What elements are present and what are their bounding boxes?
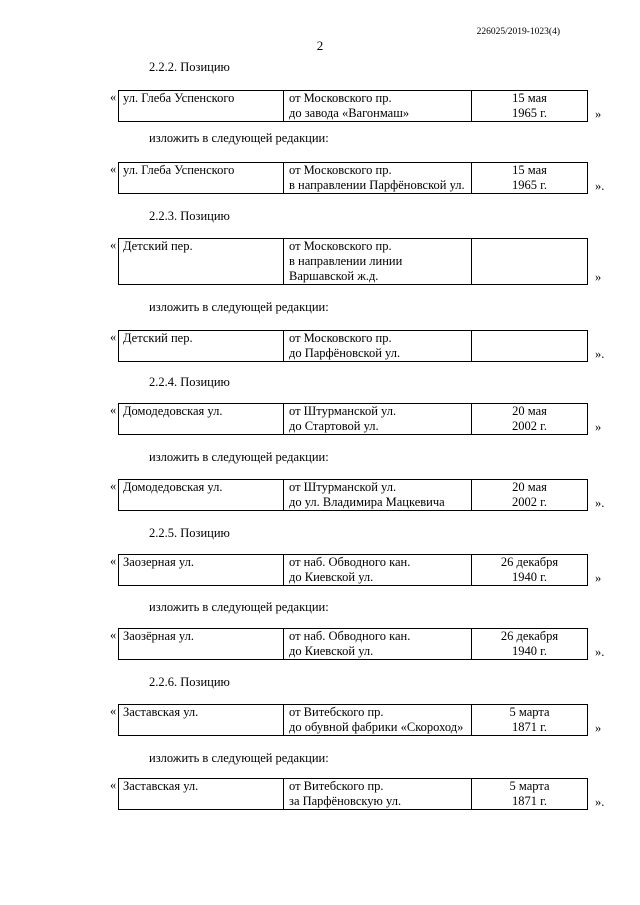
open-quote: « (110, 330, 117, 344)
street-extent: от Московского пр. в направлении Парфёновской ул. (284, 163, 472, 193)
street-extent: от Московского пр. в направлении линии Варшавской ж.д. (284, 239, 472, 284)
paragraph-2-2-5: 2.2.5. Позицию (149, 526, 230, 540)
open-quote: « (110, 554, 117, 568)
table-row (110, 90, 610, 122)
street-name: Заставская ул. (119, 705, 284, 735)
street-table (118, 403, 588, 435)
table-row (110, 162, 610, 194)
page-number: 2 (316, 38, 324, 53)
street-name: Домодедовская ул. (119, 404, 284, 434)
naming-date: 26 декабря 1940 г. (500, 555, 559, 584)
street-extent: от Московского пр. до завода «Вагонмаш» (284, 91, 472, 121)
street-extent: от Московского пр. до Парфёновской ул. (284, 331, 472, 361)
edit-instruction: изложить в следующей редакции: (149, 300, 329, 314)
open-quote: « (110, 704, 117, 718)
open-quote: « (110, 162, 117, 176)
street-table (118, 778, 588, 810)
street-extent: от наб. Обводного кан. до Киевской ул. (284, 555, 472, 585)
paragraph-2-2-6: 2.2.6. Позицию (149, 675, 230, 689)
naming-date: 20 мая 2002 г. (512, 404, 547, 433)
table-row (110, 704, 610, 736)
close-quote: » (595, 420, 602, 434)
naming-date: 20 мая 2002 г. (512, 480, 547, 509)
close-quote: ». (595, 496, 605, 510)
table-row (110, 628, 610, 660)
street-table (118, 330, 588, 362)
street-extent: от Штурманской ул. до Стартовой ул. (284, 404, 472, 434)
paragraph-2-2-3: 2.2.3. Позицию (149, 209, 230, 223)
open-quote: « (110, 479, 117, 493)
close-quote: ». (595, 645, 605, 659)
street-extent: от Витебского пр. до обувной фабрики «Скороход» (284, 705, 472, 735)
naming-date: 5 марта 1871 г. (509, 779, 550, 808)
naming-date: 15 мая 1965 г. (512, 91, 547, 120)
street-name: Детский пер. (119, 331, 284, 361)
naming-date: 26 декабря 1940 г. (500, 629, 559, 658)
edit-instruction: изложить в следующей редакции: (149, 131, 329, 145)
street-name: Заозёрная ул. (119, 629, 284, 659)
naming-date: 15 мая 1965 г. (512, 163, 547, 192)
open-quote: « (110, 628, 117, 642)
close-quote: » (595, 571, 602, 585)
street-name: Заозерная ул. (119, 555, 284, 585)
paragraph-2-2-4: 2.2.4. Позицию (149, 375, 230, 389)
close-quote: ». (595, 795, 605, 809)
table-row (110, 479, 610, 511)
document-number: 226025/2019-1023(4) (476, 27, 560, 37)
edit-instruction: изложить в следующей редакции: (149, 751, 329, 765)
close-quote: ». (595, 347, 605, 361)
table-row (110, 403, 610, 435)
street-name: Детский пер. (119, 239, 284, 284)
street-extent: от Витебского пр. за Парфёновскую ул. (284, 779, 472, 809)
close-quote: » (595, 107, 602, 121)
paragraph-2-2-2: 2.2.2. Позицию (149, 60, 230, 74)
naming-date: 5 марта 1871 г. (509, 705, 550, 734)
street-table (118, 554, 588, 586)
table-row (110, 330, 610, 362)
table-row (110, 778, 610, 810)
open-quote: « (110, 403, 117, 417)
street-name: ул. Глеба Успенского (119, 91, 284, 121)
close-quote: ». (595, 179, 605, 193)
open-quote: « (110, 238, 117, 252)
open-quote: « (110, 90, 117, 104)
edit-instruction: изложить в следующей редакции: (149, 450, 329, 464)
street-name: Заставская ул. (119, 779, 284, 809)
street-table (118, 90, 588, 122)
street-table (118, 162, 588, 194)
street-table (118, 704, 588, 736)
street-extent: от Штурманской ул. до ул. Владимира Мацкевича (284, 480, 472, 510)
street-name: Домодедовская ул. (119, 480, 284, 510)
naming-date (472, 331, 587, 361)
close-quote: » (595, 721, 602, 735)
edit-instruction: изложить в следующей редакции: (149, 600, 329, 614)
street-extent: от наб. Обводного кан. до Киевской ул. (284, 629, 472, 659)
open-quote: « (110, 778, 117, 792)
table-row (110, 554, 610, 586)
street-table (118, 479, 588, 511)
table-row (110, 238, 610, 285)
street-table (118, 238, 588, 285)
street-table (118, 628, 588, 660)
close-quote: » (595, 270, 602, 284)
naming-date (472, 239, 587, 284)
street-name: ул. Глеба Успенского (119, 163, 284, 193)
